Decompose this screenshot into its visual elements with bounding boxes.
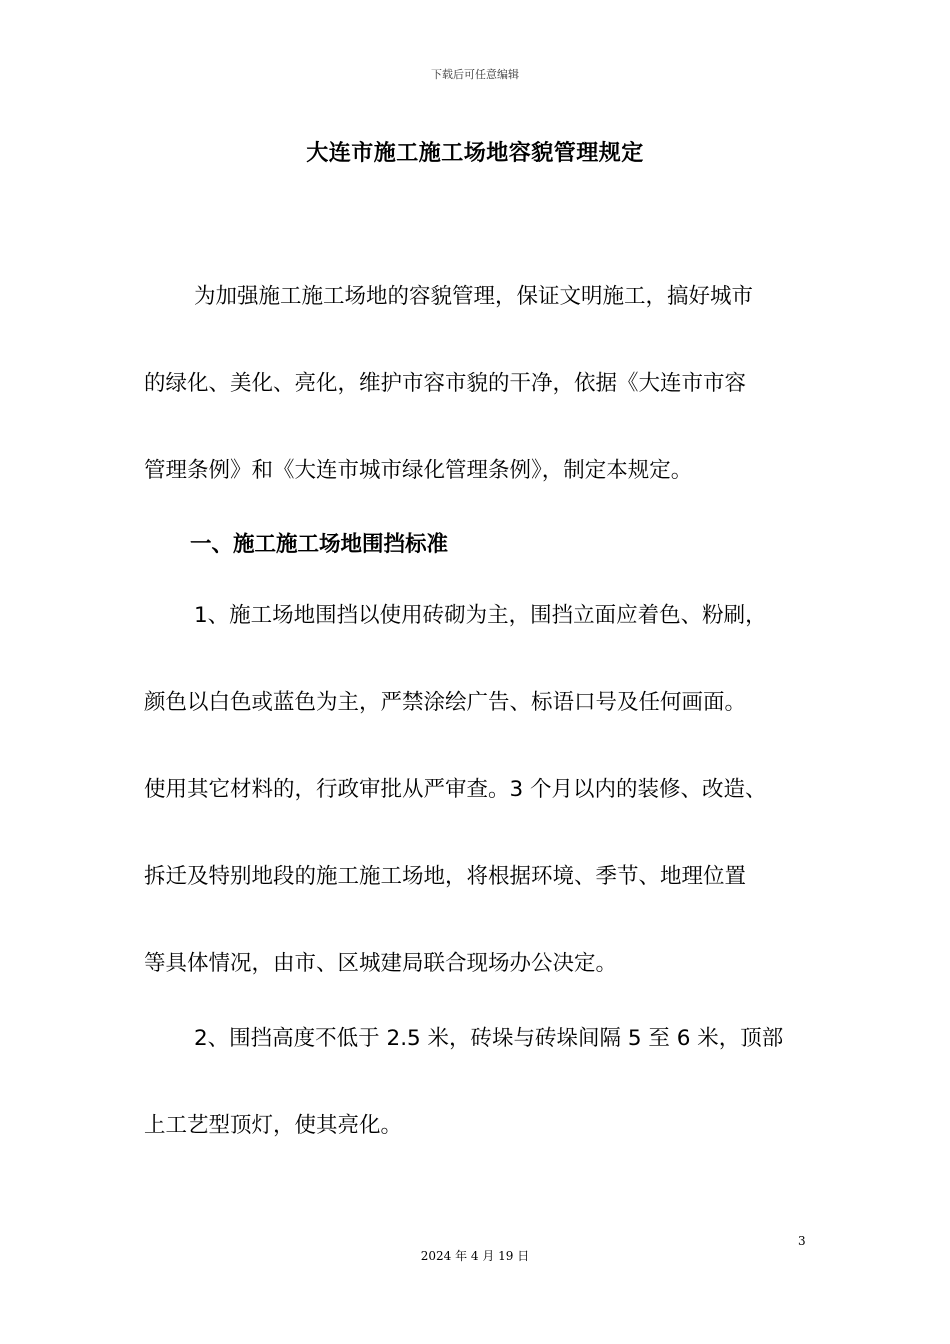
item2-paragraph xyxy=(144,995,804,1169)
paragraph-line: 的绿化、美化、亮化，维护市容市貌的干净，依据《大连市市容 xyxy=(144,371,747,396)
paragraph-line: 颜色以白色或蓝色为主，严禁涂绘广告、标语口号及任何画面。 xyxy=(144,690,747,715)
paragraph-line: 1、施工场地围挡以使用砖砌为主，围挡立面应着色、粉刷， xyxy=(194,603,767,628)
paragraph-line: 使用其它材料的，行政审批从严审查。3 个月以内的装修、改造、 xyxy=(144,777,767,802)
paragraph-line: 2、围挡高度不低于 2.5 米，砖垛与砖垛间隔 5 至 6 米，顶部 xyxy=(194,1026,784,1051)
intro-paragraph xyxy=(144,253,804,514)
section-heading: 一、施工施工场地围挡标准 xyxy=(190,532,449,557)
document-title: 大连市施工施工场地容貌管理规定 xyxy=(306,141,644,166)
page-footer-date: 2024 年 4 月 19 日 xyxy=(420,1249,530,1263)
paragraph-line: 管理条例》和《大连市城市绿化管理条例》，制定本规定。 xyxy=(144,458,693,483)
page-number: 3 xyxy=(798,1234,806,1248)
paragraph-line: 为加强施工施工场地的容貌管理，保证文明施工，搞好城市 xyxy=(194,284,754,309)
paragraph-line: 等具体情况，由市、区城建局联合现场办公决定。 xyxy=(144,951,618,976)
page-header: 下载后可任意编辑 xyxy=(431,68,519,81)
paragraph-line: 上工艺型顶灯，使其亮化。 xyxy=(144,1113,403,1138)
item1-paragraph xyxy=(144,572,804,1007)
paragraph-line: 拆迁及特别地段的施工施工场地，将根据环境、季节、地理位置 xyxy=(144,864,747,889)
